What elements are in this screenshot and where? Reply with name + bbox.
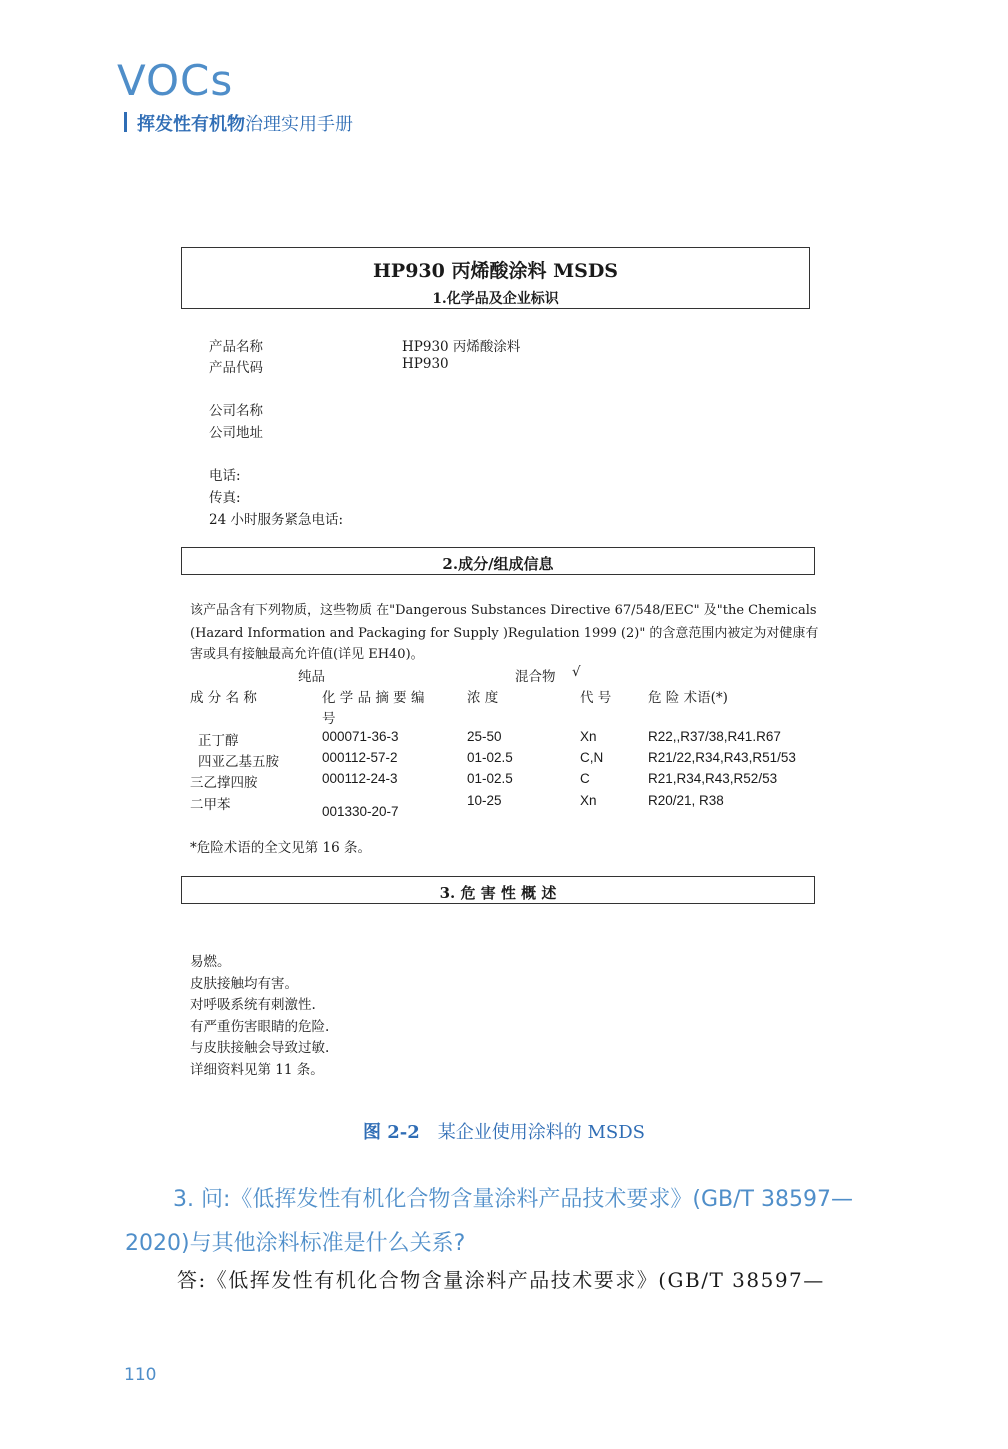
table-row-cas: 000112-24-3	[322, 771, 398, 786]
table-row-concentration: 25-50	[467, 729, 502, 744]
table-row-cas: 000112-57-2	[322, 750, 398, 765]
table-row-risk: R21/22,R34,R43,R51/53	[648, 750, 796, 765]
table-row-name: 二甲苯	[190, 797, 231, 813]
table-row-name: 正丁醇	[198, 733, 239, 749]
header-concentration: 浓 度	[467, 690, 499, 706]
figure-number: 图 2-2	[362, 1122, 420, 1143]
hazard-item: 有严重伤害眼睛的危险.	[190, 1019, 330, 1035]
table-row-risk: R21,R34,R43,R52/53	[648, 771, 778, 786]
section3-box	[181, 876, 815, 904]
table-row-cas: 000071-36-3	[322, 729, 399, 744]
product-code-label: 产品代码	[209, 360, 263, 376]
product-code-value: HP930	[402, 356, 449, 372]
subtitle-rest: 治理实用手册	[245, 114, 353, 135]
hazard-item: 易燃。	[190, 954, 231, 970]
figure-caption	[0, 1118, 1008, 1144]
hazard-item: 皮肤接触均有害。	[190, 976, 298, 992]
intro-line-1: 该产品含有下列物质，这些物质 在"Dangerous Substances Directive 67/548/EEC" 及"the Chemicals	[190, 603, 817, 618]
page-number: 110	[124, 1365, 157, 1385]
msds-title: HP930 丙烯酸涂料 MSDS	[372, 260, 619, 282]
company-name-label: 公司名称	[209, 403, 263, 419]
header-code: 代 号	[580, 690, 612, 706]
company-address-label: 公司地址	[209, 425, 263, 441]
msds-title-box	[181, 247, 810, 309]
phone-label: 电话:	[209, 468, 241, 484]
answer-text: 答:《低挥发性有机化合物含量涂料产品技术要求》(GB/T 38597—	[177, 1268, 825, 1292]
mixture-check-mark: √	[572, 664, 581, 680]
pure-label: 纯品	[298, 669, 325, 685]
section1-heading: 1.化学品及企业标识	[432, 291, 559, 307]
table-row-code: Xn	[580, 729, 597, 744]
header-cas-line2: 号	[322, 711, 336, 727]
section2-heading: 2.成分/组成信息	[442, 555, 554, 573]
table-row-cas: 001330-20-7	[322, 804, 399, 819]
table-row-code: C	[580, 771, 590, 786]
table-row-risk: R20/21, R38	[648, 793, 724, 808]
product-name-value: HP930 丙烯酸涂料	[402, 339, 521, 355]
section2-box	[181, 547, 815, 575]
product-name-label: 产品名称	[209, 339, 263, 355]
section3-heading: 3. 危 害 性 概 述	[439, 884, 557, 902]
intro-line-3: 害或具有接触最高允许值(详见 EH40)。	[190, 647, 424, 662]
mixture-label: 混合物	[515, 669, 556, 685]
hazard-item: 与皮肤接触会导致过敏.	[190, 1040, 330, 1056]
header-risk-phrases: 危 险 术语(*)	[648, 690, 728, 706]
fax-label: 传真:	[209, 490, 241, 506]
hazard-item: 详细资料见第 11 条。	[190, 1062, 324, 1078]
figure-caption-text: 某企业使用涂料的 MSDS	[437, 1122, 646, 1143]
header-ingredient-name: 成 分 名 称	[190, 690, 257, 706]
table-row-name: 三乙撑四胺	[190, 775, 258, 791]
book-brand: VOCs	[117, 56, 234, 105]
subtitle-accent-bar	[124, 112, 127, 132]
emergency-phone-label: 24 小时服务紧急电话:	[209, 512, 344, 528]
table-row-code: Xn	[580, 793, 597, 808]
table-row-concentration: 10-25	[467, 793, 502, 808]
table-row-risk: R22,,R37/38,R41.R67	[648, 729, 781, 744]
subtitle-bold: 挥发性有机物	[137, 114, 245, 135]
book-subtitle	[137, 110, 353, 136]
footnote: *危险术语的全文见第 16 条。	[190, 840, 372, 856]
hazard-item: 对呼吸系统有刺激性.	[190, 997, 316, 1013]
table-row-concentration: 01-02.5	[467, 750, 513, 765]
table-row-code: C,N	[580, 750, 604, 765]
question-heading: 3. 问:《低挥发性有机化合物含量涂料产品技术要求》(GB/T 38597—2020)与其他涂料标准是什么关系?	[125, 1187, 853, 1256]
table-row-concentration: 01-02.5	[467, 771, 513, 786]
header-cas-line1: 化 学 品 摘 要 编	[322, 690, 425, 706]
table-row-name: 四亚乙基五胺	[198, 754, 279, 770]
intro-line-2: (Hazard Information and Packaging for Supply )Regulation 1999 (2)" 的含意范围内被定为对健康有	[190, 626, 819, 641]
